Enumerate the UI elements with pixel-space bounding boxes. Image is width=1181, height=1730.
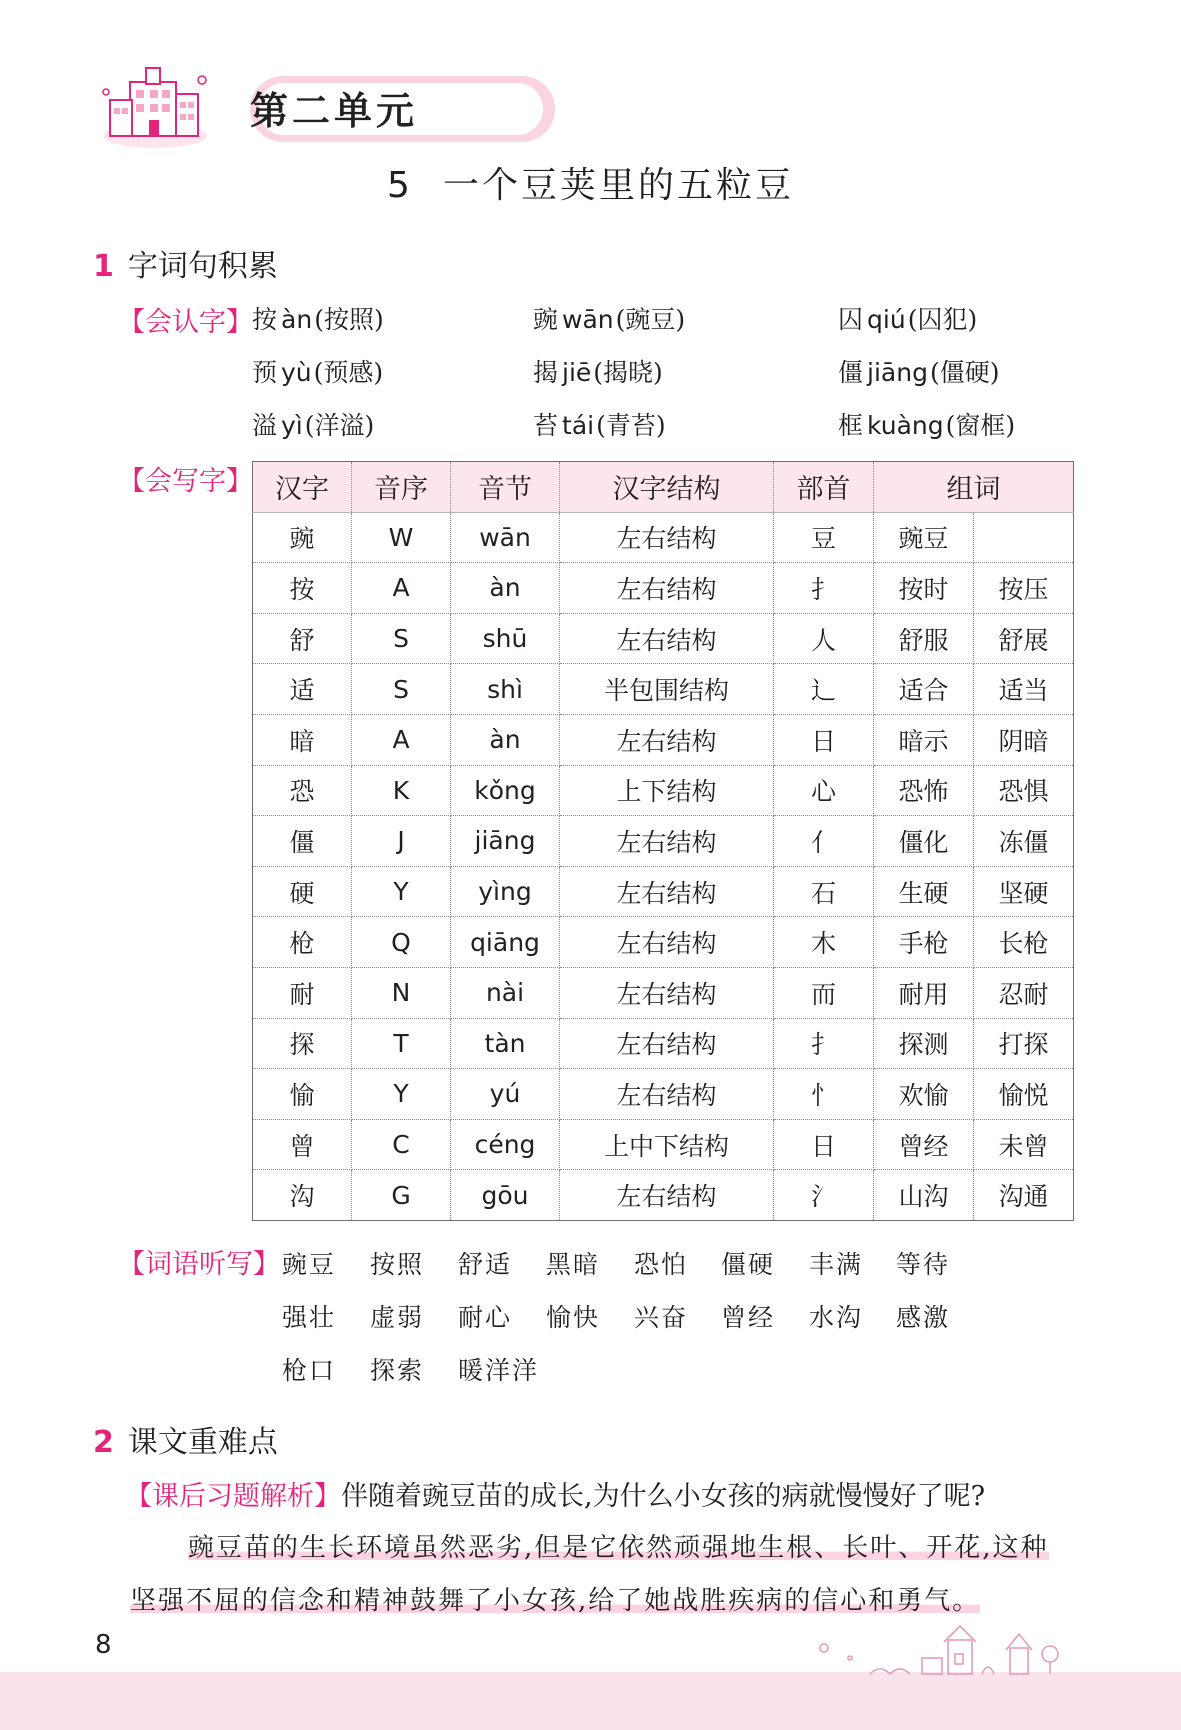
table-cell-word bbox=[974, 512, 1074, 563]
section-2-heading bbox=[93, 1417, 278, 1461]
table-cell-char: 按 bbox=[253, 563, 352, 614]
table-row bbox=[253, 967, 1074, 1018]
table-cell-word: 恐怖 bbox=[874, 765, 974, 816]
table-cell-initial: K bbox=[352, 765, 451, 816]
table-cell-pinyin: céng bbox=[451, 1119, 560, 1170]
dictation-label: 【词语听写】 bbox=[118, 1249, 280, 1280]
header-words: 组词 bbox=[874, 462, 1074, 513]
table-cell-pinyin: shì bbox=[451, 664, 560, 715]
table-cell-char: 豌 bbox=[253, 512, 352, 563]
table-cell-structure: 左右结构 bbox=[560, 866, 774, 917]
table-cell-word: 暗示 bbox=[874, 714, 974, 765]
table-cell-structure: 左右结构 bbox=[560, 613, 774, 664]
table-cell-initial: Y bbox=[352, 1069, 451, 1120]
dictation-word: 耐心 bbox=[458, 1303, 513, 1332]
table-row bbox=[253, 1119, 1074, 1170]
table-cell-structure: 左右结构 bbox=[560, 1170, 774, 1221]
table-cell-word: 探测 bbox=[874, 1018, 974, 1069]
page-number: 8 bbox=[95, 1630, 112, 1660]
section-1-number: 1 bbox=[93, 249, 114, 284]
recognize-item bbox=[838, 406, 1015, 442]
dictation-word: 僵硬 bbox=[721, 1250, 776, 1279]
table-row bbox=[253, 512, 1074, 563]
table-cell-pinyin: nài bbox=[451, 967, 560, 1018]
table-cell-pinyin: yìng bbox=[451, 866, 560, 917]
table-cell-word: 忍耐 bbox=[974, 967, 1074, 1018]
dictation-word: 感激 bbox=[896, 1303, 951, 1332]
table-cell-structure: 左右结构 bbox=[560, 512, 774, 563]
recognize-word: (揭晓) bbox=[593, 358, 663, 387]
table-cell-structure: 左右结构 bbox=[560, 816, 774, 867]
dictation-word: 恐怕 bbox=[634, 1250, 689, 1279]
table-cell-pinyin: kǒng bbox=[451, 765, 560, 816]
recognize-pinyin: jiāng bbox=[867, 358, 928, 387]
header-initial: 音序 bbox=[352, 462, 451, 513]
table-row bbox=[253, 917, 1074, 968]
table-cell-pinyin: shū bbox=[451, 613, 560, 664]
table-cell-char: 枪 bbox=[253, 917, 352, 968]
table-cell-initial: A bbox=[352, 563, 451, 614]
answer-line-2: 坚强不屈的信念和精神鼓舞了小女孩,给了她战胜疾病的信心和勇气。 bbox=[130, 1586, 981, 1616]
table-cell-word: 沟通 bbox=[974, 1170, 1074, 1221]
unit-banner bbox=[100, 62, 470, 150]
dictation-word: 水沟 bbox=[809, 1303, 864, 1332]
table-cell-radical: 木 bbox=[774, 917, 874, 968]
table-row bbox=[253, 1170, 1074, 1221]
table-cell-pinyin: yú bbox=[451, 1069, 560, 1120]
table-cell-structure: 左右结构 bbox=[560, 917, 774, 968]
recognize-pinyin: wān bbox=[562, 305, 614, 334]
table-cell-pinyin: jiāng bbox=[451, 816, 560, 867]
table-cell-char: 曾 bbox=[253, 1119, 352, 1170]
question-text: 伴随着豌豆苗的成长,为什么小女孩的病就慢慢好了呢? bbox=[341, 1481, 986, 1512]
dictation-word: 等待 bbox=[896, 1250, 951, 1279]
recognize-label: 【会认字】 bbox=[118, 307, 253, 338]
recognize-char: 揭 bbox=[533, 358, 559, 387]
table-cell-word: 冻僵 bbox=[974, 816, 1074, 867]
recognize-pinyin: yù bbox=[281, 358, 312, 387]
table-cell-radical: 亻 bbox=[774, 816, 874, 867]
footer-town-icon bbox=[810, 1618, 1070, 1678]
recognize-pinyin: jiē bbox=[562, 358, 592, 387]
table-cell-pinyin: àn bbox=[451, 563, 560, 614]
table-cell-word: 愉悦 bbox=[974, 1069, 1074, 1120]
recognize-pinyin: qiú bbox=[867, 305, 906, 334]
table-cell-radical: 日 bbox=[774, 714, 874, 765]
recognize-pinyin: yì bbox=[281, 411, 303, 440]
recognize-word: (青苔) bbox=[596, 411, 666, 440]
dictation-word: 按照 bbox=[370, 1250, 425, 1279]
recognize-word: (洋溢) bbox=[304, 411, 375, 440]
header-pinyin: 音节 bbox=[451, 462, 560, 513]
recognize-word: (囚犯) bbox=[907, 305, 978, 334]
table-cell-char: 硬 bbox=[253, 866, 352, 917]
dictation-word: 暖洋洋 bbox=[458, 1356, 540, 1385]
table-cell-char: 僵 bbox=[253, 816, 352, 867]
table-cell-word: 舒展 bbox=[974, 613, 1074, 664]
recognize-char: 预 bbox=[252, 358, 278, 387]
characters-table bbox=[252, 461, 1074, 1221]
dictation-word: 曾经 bbox=[721, 1303, 776, 1332]
recognize-item bbox=[838, 353, 999, 389]
table-cell-word: 恐惧 bbox=[974, 765, 1074, 816]
answer-line-1: 豌豆苗的生长环境虽然恶劣,但是它依然顽强地生根、长叶、开花,这种 bbox=[188, 1533, 1049, 1563]
section-1-title: 字词句积累 bbox=[127, 249, 278, 284]
table-cell-radical: 辶 bbox=[774, 664, 874, 715]
section-1-heading bbox=[93, 241, 278, 285]
table-cell-word: 坚硬 bbox=[974, 866, 1074, 917]
recognize-word: (豌豆) bbox=[615, 305, 686, 334]
table-cell-word: 打探 bbox=[974, 1018, 1074, 1069]
unit-title: 第二单元 bbox=[250, 89, 419, 133]
table-cell-radical: 忄 bbox=[774, 1069, 874, 1120]
recognize-item bbox=[838, 300, 977, 336]
table-row bbox=[253, 664, 1074, 715]
table-cell-char: 愉 bbox=[253, 1069, 352, 1120]
table-cell-char: 沟 bbox=[253, 1170, 352, 1221]
table-cell-radical: 扌 bbox=[774, 563, 874, 614]
recognize-item bbox=[533, 406, 666, 442]
table-cell-structure: 左右结构 bbox=[560, 1069, 774, 1120]
table-cell-word: 僵化 bbox=[874, 816, 974, 867]
table-cell-pinyin: tàn bbox=[451, 1018, 560, 1069]
recognize-char: 溢 bbox=[252, 411, 278, 440]
table-cell-structure: 左右结构 bbox=[560, 714, 774, 765]
table-cell-radical: 而 bbox=[774, 967, 874, 1018]
table-cell-pinyin: gōu bbox=[451, 1170, 560, 1221]
table-cell-structure: 半包围结构 bbox=[560, 664, 774, 715]
table-cell-word: 手枪 bbox=[874, 917, 974, 968]
recognize-char: 僵 bbox=[838, 358, 864, 387]
recognize-pinyin: kuàng bbox=[867, 411, 944, 440]
table-cell-initial: G bbox=[352, 1170, 451, 1221]
table-row bbox=[253, 866, 1074, 917]
table-cell-word: 舒服 bbox=[874, 613, 974, 664]
table-cell-char: 舒 bbox=[253, 613, 352, 664]
table-cell-initial: S bbox=[352, 613, 451, 664]
table-cell-initial: W bbox=[352, 512, 451, 563]
table-row bbox=[253, 765, 1074, 816]
dictation-word: 枪口 bbox=[282, 1356, 337, 1385]
exercise-label: 【课后习题解析】 bbox=[125, 1481, 341, 1512]
recognize-item bbox=[252, 406, 374, 442]
lesson-title bbox=[0, 157, 1181, 208]
table-cell-word: 欢愉 bbox=[874, 1069, 974, 1120]
table-row bbox=[253, 1069, 1074, 1120]
dictation-word: 探索 bbox=[370, 1356, 425, 1385]
table-cell-char: 适 bbox=[253, 664, 352, 715]
recognize-item bbox=[252, 300, 384, 336]
recognize-word: (窗框) bbox=[945, 411, 1016, 440]
table-cell-word: 耐用 bbox=[874, 967, 974, 1018]
table-cell-word: 长枪 bbox=[974, 917, 1074, 968]
table-cell-word: 未曾 bbox=[974, 1119, 1074, 1170]
table-cell-initial: A bbox=[352, 714, 451, 765]
table-cell-char: 恐 bbox=[253, 765, 352, 816]
dictation-word: 强壮 bbox=[282, 1303, 337, 1332]
recognize-word: (僵硬) bbox=[929, 358, 1000, 387]
recognize-item bbox=[533, 353, 663, 389]
section-2-number: 2 bbox=[93, 1425, 114, 1460]
table-cell-initial: S bbox=[352, 664, 451, 715]
recognize-item bbox=[252, 353, 383, 389]
table-cell-word: 适合 bbox=[874, 664, 974, 715]
table-cell-structure: 上下结构 bbox=[560, 765, 774, 816]
table-cell-char: 耐 bbox=[253, 967, 352, 1018]
recognize-word: (按照) bbox=[314, 305, 384, 334]
table-cell-radical: 氵 bbox=[774, 1170, 874, 1221]
header-radical: 部首 bbox=[774, 462, 874, 513]
recognize-char: 苔 bbox=[533, 411, 559, 440]
recognize-char: 框 bbox=[838, 411, 864, 440]
lesson-name: 一个豆荚里的五粒豆 bbox=[442, 165, 794, 206]
table-row bbox=[253, 816, 1074, 867]
table-header-row bbox=[253, 462, 1074, 513]
table-cell-char: 探 bbox=[253, 1018, 352, 1069]
exercise-question bbox=[125, 1474, 985, 1513]
write-label: 【会写字】 bbox=[118, 466, 253, 497]
table-row bbox=[253, 714, 1074, 765]
recognize-char: 囚 bbox=[838, 305, 864, 334]
section-2-title: 课文重难点 bbox=[127, 1425, 278, 1460]
header-char: 汉字 bbox=[253, 462, 352, 513]
recognize-pinyin: tái bbox=[562, 411, 595, 440]
dictation-word: 虚弱 bbox=[370, 1303, 425, 1332]
table-cell-initial: C bbox=[352, 1119, 451, 1170]
unit-logo-buildings-icon bbox=[100, 62, 210, 152]
table-cell-initial: N bbox=[352, 967, 451, 1018]
table-cell-word: 山沟 bbox=[874, 1170, 974, 1221]
recognize-item bbox=[533, 300, 685, 336]
table-cell-initial: T bbox=[352, 1018, 451, 1069]
table-cell-char: 暗 bbox=[253, 714, 352, 765]
table-cell-radical: 日 bbox=[774, 1119, 874, 1170]
table-row bbox=[253, 563, 1074, 614]
table-cell-pinyin: wān bbox=[451, 512, 560, 563]
table-cell-word: 按时 bbox=[874, 563, 974, 614]
table-cell-radical: 心 bbox=[774, 765, 874, 816]
table-cell-pinyin: qiāng bbox=[451, 917, 560, 968]
dictation-word: 愉快 bbox=[546, 1303, 601, 1332]
table-cell-word: 豌豆 bbox=[874, 512, 974, 563]
table-cell-structure: 左右结构 bbox=[560, 563, 774, 614]
table-cell-word: 曾经 bbox=[874, 1119, 974, 1170]
recognize-pinyin: àn bbox=[281, 305, 313, 334]
dictation-word: 兴奋 bbox=[634, 1303, 689, 1332]
table-cell-radical: 扌 bbox=[774, 1018, 874, 1069]
recognize-char: 豌 bbox=[533, 305, 559, 334]
header-structure: 汉字结构 bbox=[560, 462, 774, 513]
dictation-word: 黑暗 bbox=[546, 1250, 601, 1279]
table-cell-word: 适当 bbox=[974, 664, 1074, 715]
table-cell-word: 按压 bbox=[974, 563, 1074, 614]
table-row bbox=[253, 613, 1074, 664]
dictation-word: 丰满 bbox=[809, 1250, 864, 1279]
table-cell-initial: Y bbox=[352, 866, 451, 917]
table-cell-radical: 石 bbox=[774, 866, 874, 917]
dictation-word: 豌豆 bbox=[282, 1250, 337, 1279]
table-cell-structure: 左右结构 bbox=[560, 967, 774, 1018]
table-cell-initial: J bbox=[352, 816, 451, 867]
recognize-word: (预感) bbox=[313, 358, 384, 387]
table-cell-radical: 人 bbox=[774, 613, 874, 664]
dictation-word: 舒适 bbox=[458, 1250, 513, 1279]
table-cell-initial: Q bbox=[352, 917, 451, 968]
footer-band bbox=[0, 1672, 1181, 1730]
recognize-char: 按 bbox=[252, 305, 278, 334]
table-cell-word: 生硬 bbox=[874, 866, 974, 917]
table-cell-structure: 左右结构 bbox=[560, 1018, 774, 1069]
table-cell-word: 阴暗 bbox=[974, 714, 1074, 765]
table-cell-pinyin: àn bbox=[451, 714, 560, 765]
table-row bbox=[253, 1018, 1074, 1069]
lesson-number: 5 bbox=[387, 165, 413, 206]
table-cell-radical: 豆 bbox=[774, 512, 874, 563]
table-cell-structure: 上中下结构 bbox=[560, 1119, 774, 1170]
